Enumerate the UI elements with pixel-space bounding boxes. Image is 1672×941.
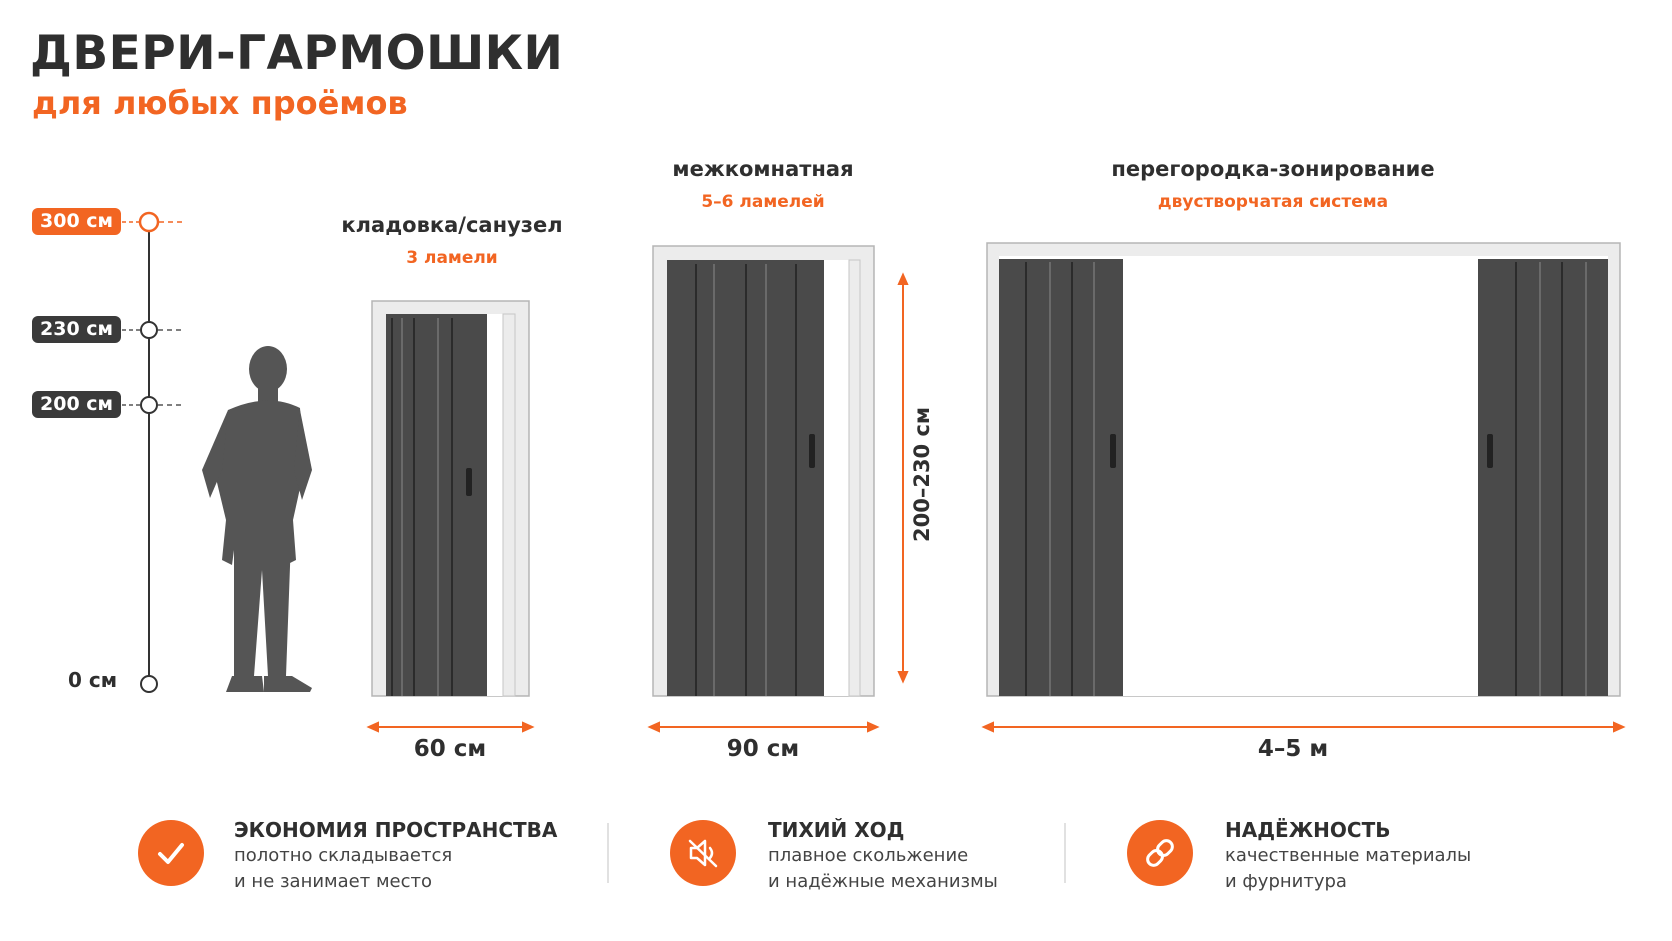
scale-label-230: 230 см xyxy=(32,316,121,343)
door-partition-caption: перегородка-зонирование xyxy=(1111,157,1435,181)
feature-divider xyxy=(607,823,609,883)
feature-line1-quiet: плавное скольжение xyxy=(768,845,969,866)
scale-label-200: 200 см xyxy=(32,391,121,418)
door-medium-detail: 5–6 ламелей xyxy=(701,192,825,212)
page-subtitle: для любых проёмов xyxy=(32,84,408,122)
scale-label-300: 300 см xyxy=(32,208,121,235)
door-small-caption: кладовка/санузел xyxy=(341,213,563,237)
feature-line2-reliability: и фурнитура xyxy=(1225,871,1347,892)
door-small-detail: 3 ламели xyxy=(406,248,498,268)
door-medium-height-label: 200–230 см xyxy=(910,406,934,542)
door-partition-width-label: 4–5 м xyxy=(1257,736,1329,762)
feature-line2-space: и не занимает место xyxy=(234,871,432,892)
door-medium-caption: межкомнатная xyxy=(672,157,854,181)
check-icon xyxy=(138,820,204,886)
door-medium-width-label: 90 см xyxy=(726,736,800,762)
door-medium xyxy=(653,246,903,696)
feature-line1-space: полотно складывается xyxy=(234,845,453,866)
door-small-width-label: 60 см xyxy=(413,736,487,762)
page-title: ДВЕРИ-ГАРМОШКИ xyxy=(30,26,564,81)
scale-node-300 xyxy=(140,213,158,231)
feature-line1-reliability: качественные материалы xyxy=(1225,845,1472,866)
link-icon xyxy=(1127,820,1193,886)
feature-title-space: ЭКОНОМИЯ ПРОСТРАНСТВА xyxy=(234,818,558,842)
person-silhouette xyxy=(202,346,312,692)
door-partition xyxy=(987,243,1620,696)
scale-node-200 xyxy=(141,397,157,413)
scale-node-0 xyxy=(141,676,157,692)
door-partition-detail: двустворчатая система xyxy=(1157,192,1389,212)
scale-node-230 xyxy=(141,322,157,338)
feature-title-reliability: НАДЁЖНОСТЬ xyxy=(1225,818,1391,842)
feature-line2-quiet: и надёжные механизмы xyxy=(768,871,998,892)
scale-label-0: 0 см xyxy=(68,668,118,692)
door-small xyxy=(372,301,529,696)
mute-icon xyxy=(670,820,736,886)
height-scale xyxy=(122,213,182,692)
feature-divider xyxy=(1064,823,1066,883)
feature-title-quiet: ТИХИЙ ХОД xyxy=(768,818,905,842)
